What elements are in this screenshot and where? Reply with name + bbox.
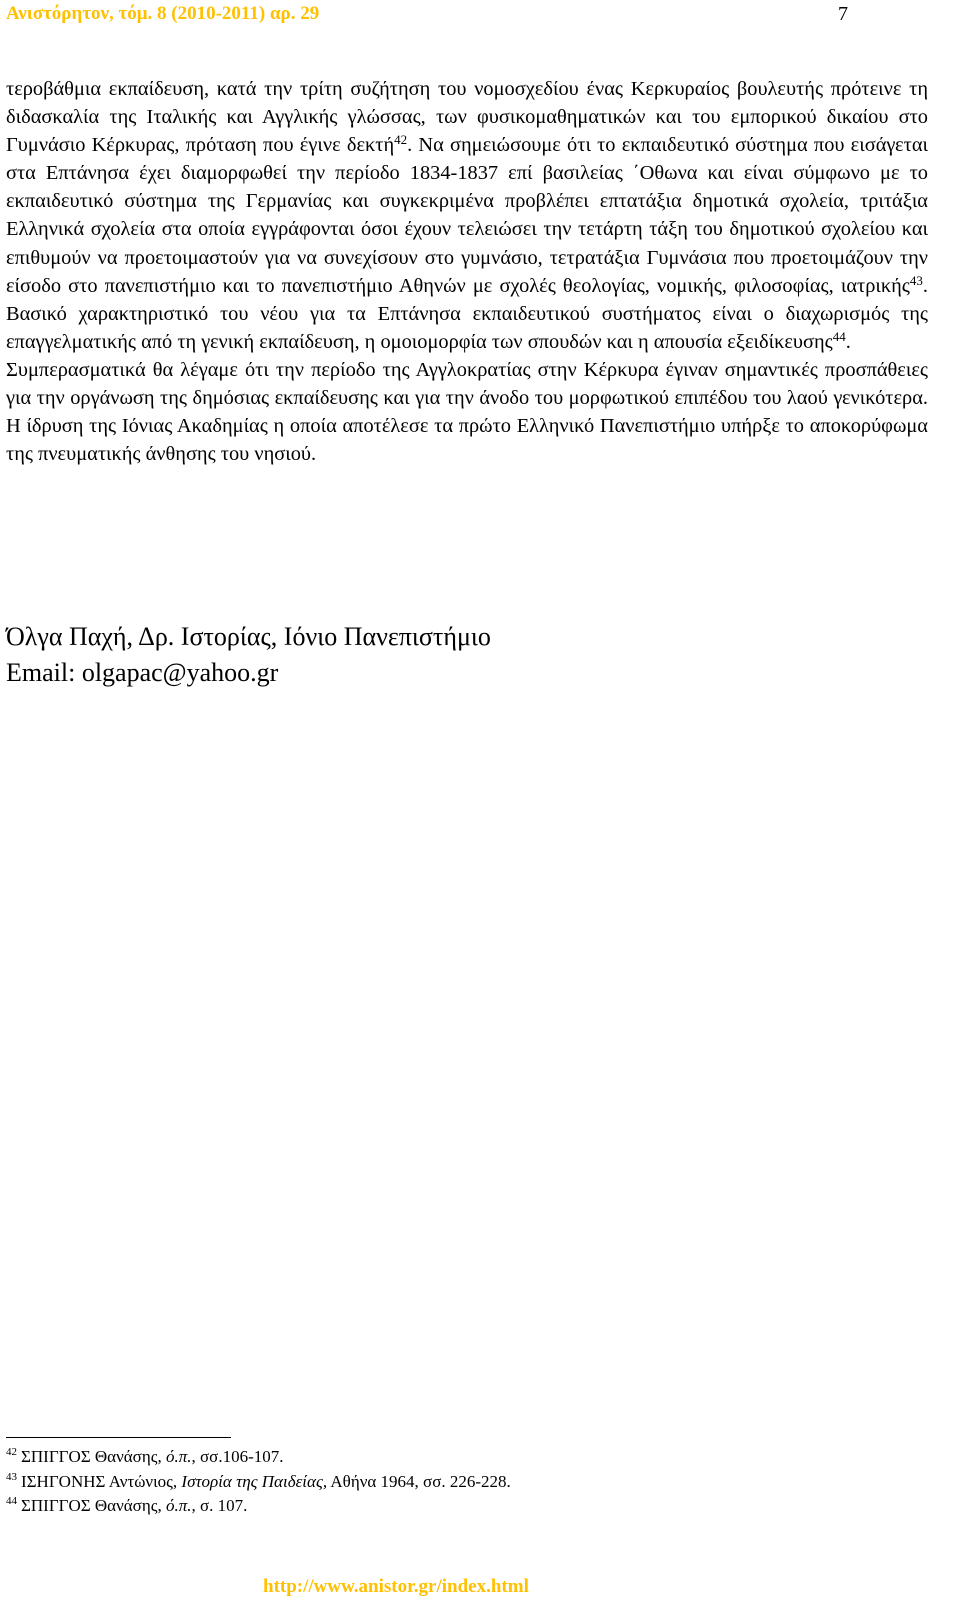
author-block — [6, 619, 491, 691]
footnote-author: ΣΠΙΓΓΟΣ Θανάσης, — [21, 1496, 166, 1515]
footnote-44 — [6, 1494, 511, 1519]
page-number: 7 — [838, 3, 848, 25]
footnote-ref-43[interactable]: 43 — [909, 272, 923, 288]
footnote-rest: , σ. 107. — [191, 1496, 248, 1515]
paragraph-1-text-a: τεροβάθμια εκπαίδευση, κατά την τρίτη συζήτηση του νομοσχεδίου ένας Κερκυραίος βουλευτής πρότεινε τη διδασκαλία της Ιταλικής και Αγγλικής γλώσσας, των φυσικομαθηματικών και του εμπορικού δικαίου στο Γυμνάσιο Κέρκυρας, πρόταση που έγινε δεκτή — [6, 78, 928, 157]
footnote-number: 43 — [6, 1470, 17, 1483]
footnote-italic: ό.π. — [165, 1496, 192, 1515]
footnote-separator — [6, 1437, 231, 1438]
footer-url-link[interactable]: http://www.anistor.gr/index.html — [263, 1576, 529, 1597]
footnote-42 — [6, 1445, 511, 1470]
footnote-italic: ό.π. — [165, 1447, 192, 1466]
paragraph-1-text-b: . Να σημειώσουμε ότι το εκπαιδευτικό σύστημα που εισάγεται στα Επτάνησα έχει διαμορφωθεί την περίοδο 1834-1837 επί βασιλείας ΄Οθωνα και είναι σύμφωνο με το εκπαιδευτικό σύστημα της Γερμανίας και συγκεκριμένα προβλέπει επτατάξια δημοτικά σχολεία, τριτάξια Ελληνικά σχολεία στα οποία εγγράφονται όσοι έχουν τελειώσει την τετάρτη τάξη του δημοτικού σχολείου και επιθυμούν να προετοιμαστούν για να συνεχίσουν στο γυμνάσιο, τετρατάξια Γυμνάσια που προετοιμάζουν την είσοδο στο πανεπιστήμιο και το πανεπιστήμιο Αθηνών με σχολές θεολογίας, νομικής, φιλοσοφίας, ιατρικής — [6, 134, 928, 297]
paragraph-1-text-c: . Βασικό χαρακτηριστικό του νέου για τα Επτάνησα εκπαιδευτικού συστήματος είναι ο διαχωρισμός της επαγγελματικής από τη γενική εκπαίδευση, η ομοιομορφία των σπουδών και η απουσία εξειδίκευσης — [6, 274, 928, 353]
footnote-number: 44 — [6, 1495, 17, 1508]
author-name: Όλγα Παχή, Δρ. Ιστορίας, Ιόνιο Πανεπιστήμιο — [6, 622, 491, 651]
paragraph-1-text-d: . — [845, 330, 851, 353]
footnote-ref-44[interactable]: 44 — [832, 328, 846, 344]
footnote-rest: , σσ.106-107. — [191, 1447, 284, 1466]
author-email[interactable]: Email: olgapac@yahoo.gr — [6, 658, 279, 687]
article-body — [6, 75, 928, 468]
paragraph-1 — [6, 75, 928, 356]
footnote-author: ΙΣΗΓΟΝΗΣ Αντώνιος, — [21, 1471, 182, 1491]
journal-header-title: Ανιστόρητον, τόμ. 8 (2010-2011) αρ. 29 — [6, 3, 320, 24]
footnote-43 — [6, 1470, 511, 1495]
footnote-number: 42 — [6, 1446, 17, 1459]
footnote-italic: Ιστορία της Παιδείας, — [181, 1471, 328, 1491]
footnote-rest: Αθήνα 1964, σσ. 226-228. — [327, 1471, 511, 1491]
footnote-ref-42[interactable]: 42 — [394, 132, 408, 148]
footnotes — [6, 1445, 511, 1519]
paragraph-2: Συμπερασματικά θα λέγαμε ότι την περίοδο της Αγγλοκρατίας στην Κέρκυρα έγιναν σημαντικές προσπάθειες για την οργάνωση της δημόσιας εκπαίδευσης και για την άνοδο του μορφωτικού επιπέδου του λαού γενικότερα. Η ίδρυση της Ιόνιας Ακαδημίας η οποία αποτέλεσε τα πρώτο Ελληνικό Πανεπιστήμιο υπήρξε το αποκορύφωμα της πνευματικής άνθησης του νησιού. — [6, 358, 928, 466]
footnote-author: ΣΠΙΓΓΟΣ Θανάσης, — [21, 1447, 166, 1466]
